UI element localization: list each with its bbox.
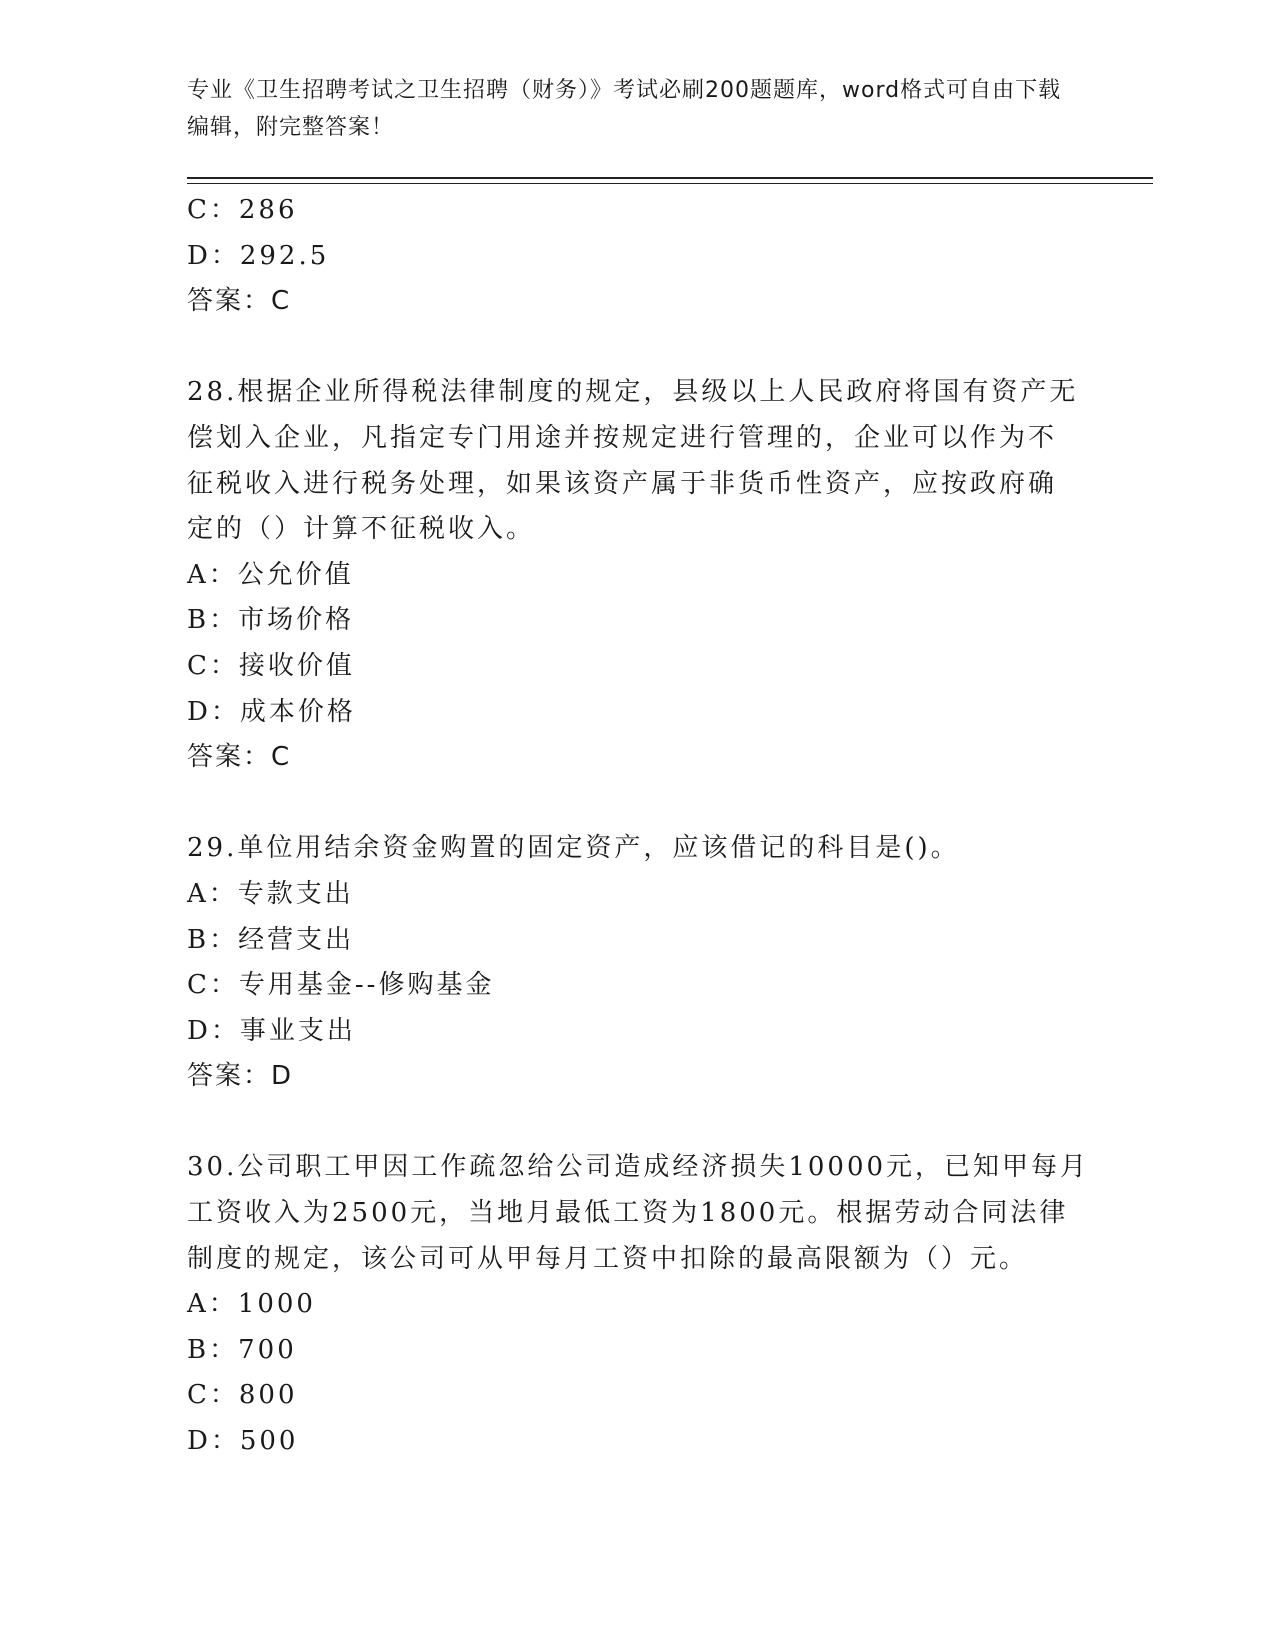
prev-question: [187, 188, 1087, 325]
spacer: [187, 325, 1087, 371]
option-c: C：接收价值: [187, 650, 355, 681]
question-stem-line: 28.根据企业所得税法律制度的规定，县级以上人民政府将国有资产无: [187, 377, 1079, 408]
option-c: C：专用基金--修购基金: [187, 970, 495, 1001]
question-stem-line: 30.公司职工甲因工作疏忽给公司造成经济损失10000元，已知甲每月: [187, 1152, 1090, 1183]
option-d: D：事业支出: [187, 1015, 356, 1046]
option-d: D：500: [187, 1426, 299, 1457]
option-c: C：286: [187, 195, 298, 225]
option-d: D：292.5: [187, 240, 330, 271]
document-body: [187, 188, 1090, 1465]
option-c: C：800: [187, 1380, 298, 1411]
option-a: A：专款支出: [187, 878, 354, 909]
question-stem-line: 工资收入为2500元，当地月最低工资为1800元。根据劳动合同法律: [187, 1198, 1069, 1229]
question-29: [187, 826, 1087, 1100]
question-stem-line: 定的（）计算不征税收入。: [187, 514, 536, 545]
answer-line: 答案：C: [187, 286, 292, 317]
header-divider-thick: [187, 177, 1153, 179]
option-b: B：700: [187, 1334, 297, 1365]
spacer: [187, 1100, 1087, 1146]
question-28: [187, 370, 1087, 780]
question-stem-line: 制度的规定，该公司可从甲每月工资中扣除的最高限额为（）元。: [187, 1243, 1029, 1274]
answer-line: 答案：C: [187, 742, 292, 773]
option-d: D：成本价格: [187, 696, 356, 727]
page-header: 专业《卫生招聘考试之卫生招聘（财务）》考试必刷200题题库，word格式可自由下载编辑，附完整答案！: [187, 78, 1062, 140]
question-stem-line: 征税收入进行税务处理，如果该资产属于非货币性资产，应按政府确: [187, 468, 1058, 499]
header-divider-thin: [187, 183, 1153, 184]
option-b: B：市场价格: [187, 605, 355, 636]
option-b: B：经营支出: [187, 924, 355, 955]
question-30: [187, 1145, 1090, 1464]
spacer: [187, 781, 1087, 827]
question-stem-line: 偿划入企业，凡指定专门用途并按规定进行管理的，企业可以作为不: [187, 422, 1058, 453]
question-stem-line: 29.单位用结余资金购置的固定资产，应该借记的科目是()。: [187, 833, 960, 864]
answer-line: 答案：D: [187, 1061, 294, 1092]
option-a: A：公允价值: [187, 559, 354, 590]
option-a: A：1000: [187, 1289, 316, 1320]
